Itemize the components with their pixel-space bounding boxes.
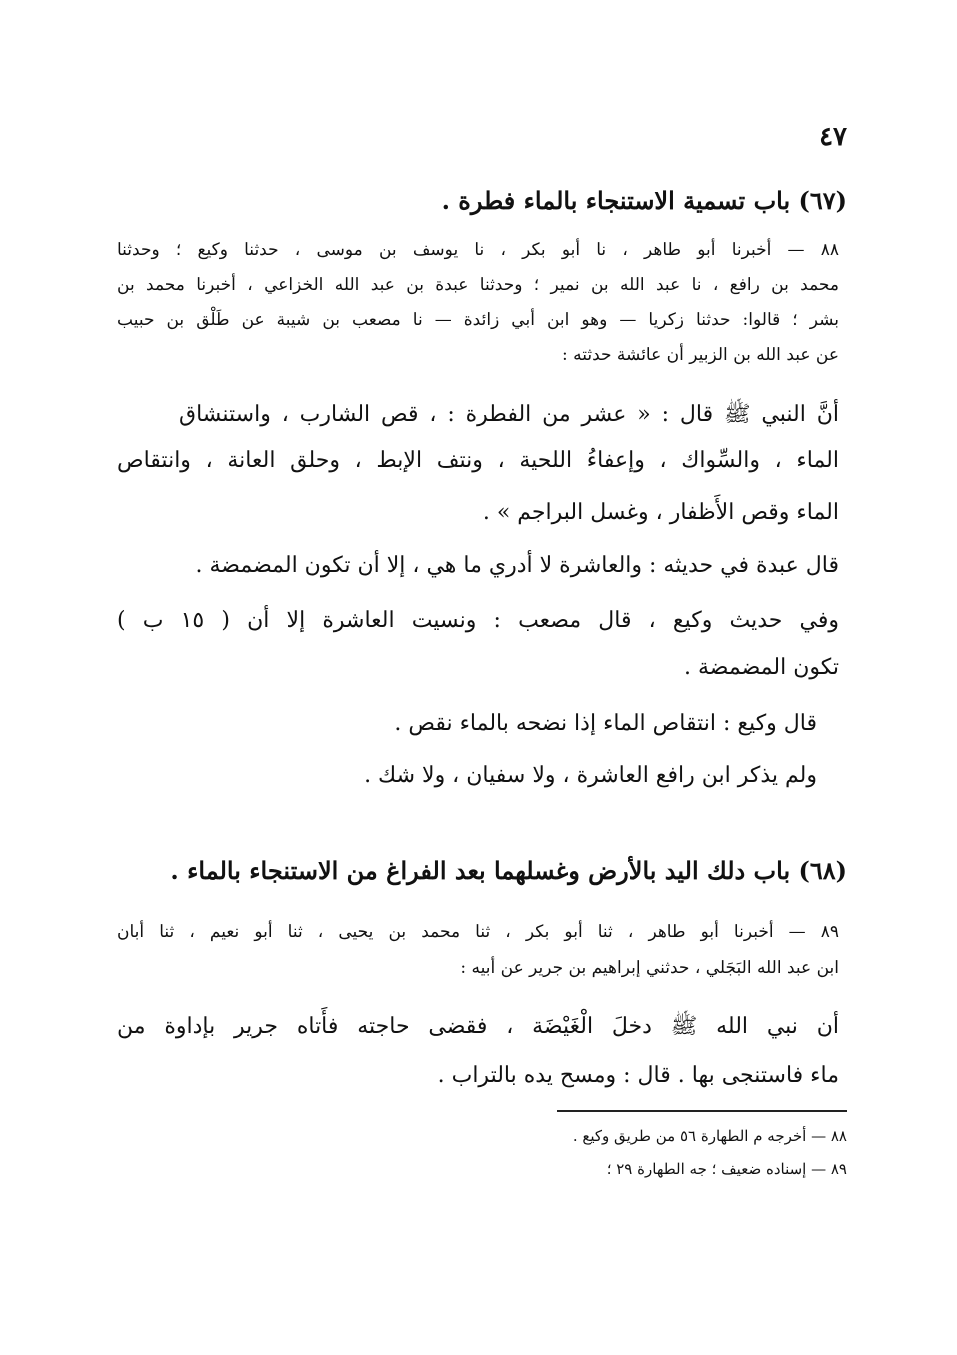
section-heading-67: (٦٧) باب تسمية الاستنجاء بالماء فطرة . (441, 186, 847, 215)
matn-line: ماء فاستنجى بها . قال : ومسح يده بالتراب . (437, 1063, 839, 1088)
narrator-note: ولم يذكر ابن رافع العاشرة ، ولا سفيان ، ولا شك . (364, 763, 817, 788)
isnad-line: ٨٨ — أخبرنا أبو طاهر ، نا أبو بكر ، نا يوسف بن موسى ، حدثنا وكيع ؛ وحدثنا (117, 240, 839, 260)
narrator-note: قال وكيع : انتقاص الماء إذا نضحه بالماء نقص . (394, 711, 817, 736)
matn-line: الماء وقص الأَظفار ، وغسل البراجم » . (482, 500, 839, 525)
page-number: ٤٧ (819, 122, 847, 152)
footnote-88: ٨٨ — أخرجه م الطهارة ٥٦ من طريق وكيع . (572, 1127, 847, 1145)
isnad-line: عن عبد الله بن الزبير أن عائشة حدثته : (561, 345, 839, 365)
matn-line: أن نبي الله ﷺ دخلَ الْغَيْضَة ، فقضى حاجته فأَتاه جرير بإداوة من (117, 1014, 839, 1039)
isnad-line: بشر ؛ قالوا: حدثنا زكريا — وهو ابن أبي زائدة — نا مصعب بن شيبة عن طَلْق بن حبيب (117, 310, 839, 330)
narrator-note: قال عبدة في حديثه : والعاشرة لا أدري ما هي ، إلا أن تكون المضمضة . (195, 553, 839, 578)
footnote-89: ٨٩ — إسناده ضعيف ؛ جه الطهارة ٢٩ ؛ (606, 1160, 847, 1178)
isnad-line: محمد بن رافع ، نا عبد الله بن نمير ؛ وحدثنا عبدة بن عبد الله الخزاعي ، أخبرنا محمد بن (117, 275, 839, 295)
narrator-note: وفي حديث وكيع ، قال مصعب : ونسيت العاشرة إلا أن ( ١٥ ب ) (117, 608, 840, 633)
narrator-note: تكون المضمضة . (684, 655, 839, 680)
matn-line: الماء ، والسِّواك ، وإعفاءُ اللحية ، ونتف الإبط ، وحلق العانة ، وانتقاص (117, 448, 839, 473)
footnote-rule (557, 1110, 847, 1112)
isnad-line: ابن عبد الله البَجَلي ، حدثني إبراهيم بن جرير عن أبيه : (460, 958, 839, 978)
section-heading-68: (٦٨) باب دلك اليد بالأرض وغسلهما بعد الفراغ من الاستنجاء بالماء . (170, 856, 847, 885)
matn-line: أنَّ النبي ﷺ قال : « عشر من الفطرة : ، قص الشارب ، واستنشاق (179, 402, 839, 427)
isnad-line: ٨٩ — أخبرنا أبو طاهر ، ثنا أبو بكر ، ثنا محمد بن يحيى ، ثنا أبو نعيم ، ثنا أبان (117, 922, 839, 942)
